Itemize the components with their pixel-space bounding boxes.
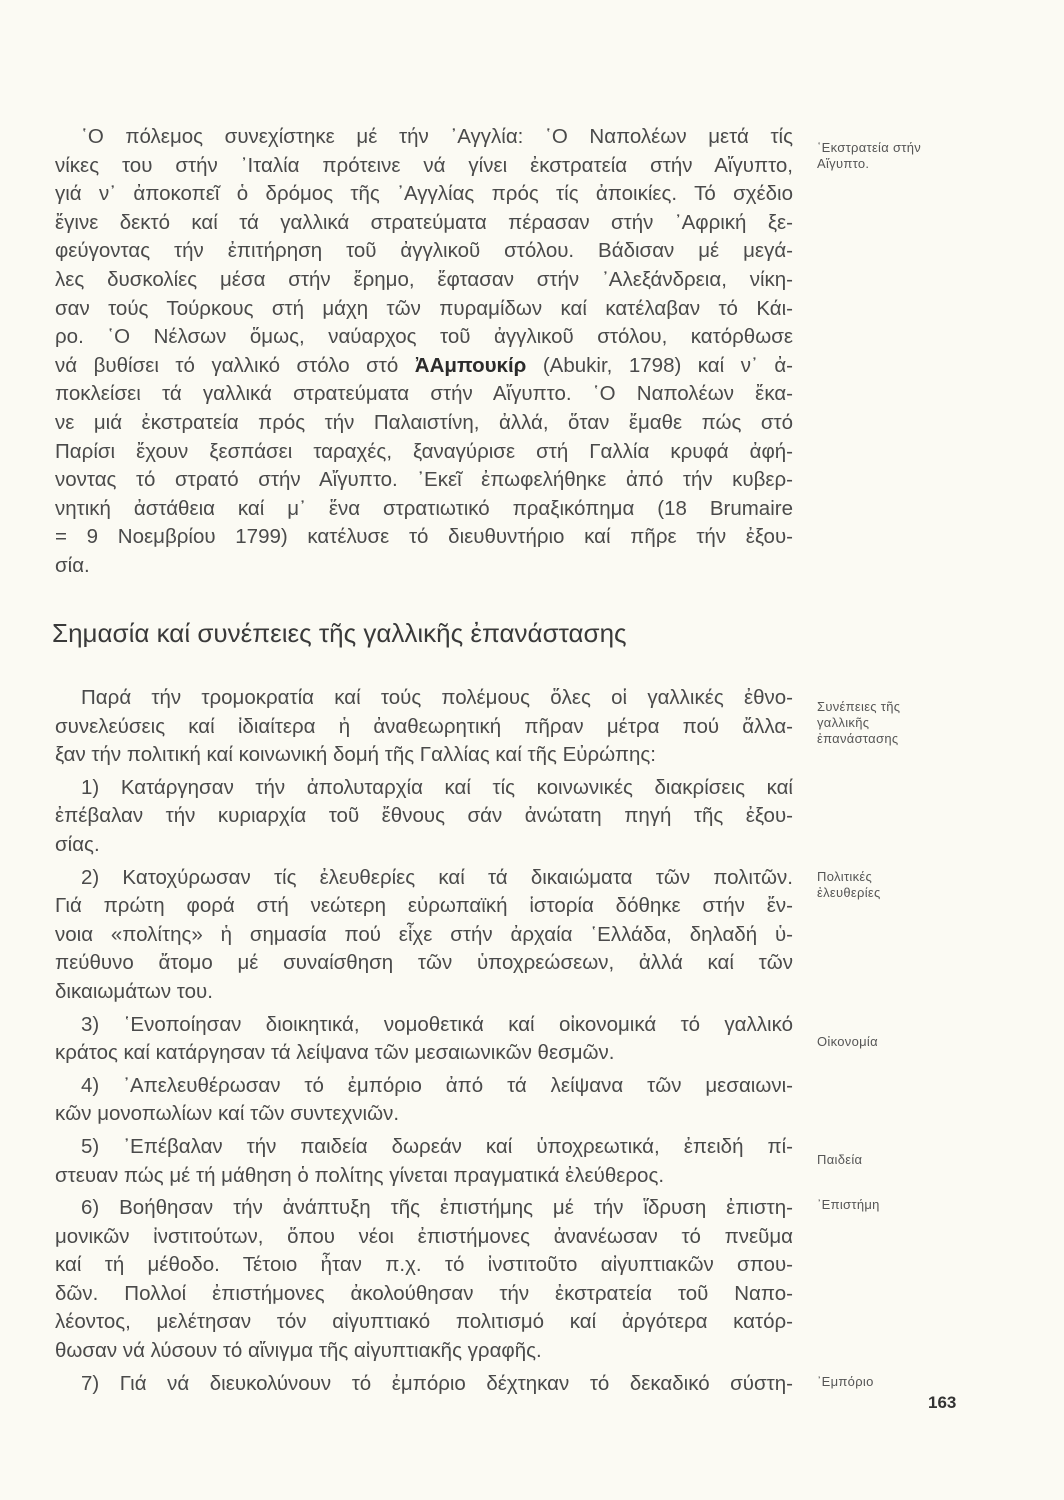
margin-note-consequences	[817, 699, 967, 747]
text-line: ἔγινε δεκτό καί τά γαλλικά στρατεύματα πέρασαν στήν ᾿Αφρική ξε-	[55, 210, 793, 234]
paragraph	[55, 684, 793, 770]
section-heading: Σημασία καί συνέπειες τῆς γαλλικῆς ἐπανάστασης	[52, 618, 627, 648]
paragraph	[55, 1011, 793, 1068]
text-line: πεύθυνο ἄτομο μέ συναίσθηση τῶν ὑποχρεώσεων, ἀλλά καί τῶν	[55, 951, 793, 975]
text-line	[55, 352, 793, 381]
text-line: Παρίσι ἔχουν ξεσπάσει ταραχές, ξαναγύρισε στή Γαλλία κρυφά ἀφή-	[55, 439, 793, 463]
text-line: = 9 Νοεμβρίου 1799) κατέλυσε τό διευθυντήριο καί πῆρε τήν ἐξου-	[55, 525, 793, 549]
margin-note-egypt-campaign	[817, 140, 967, 172]
text-line: κράτος καί κατάργησαν τά λείψανα τῶν μεσαιωνικῶν θεσμῶν.	[55, 1041, 615, 1065]
text-line: ποκλείσει τά γαλλικά στρατεύματα στήν Αἴγυπτο. ῾Ο Ναπολέων ἔκα-	[55, 382, 793, 406]
paragraph	[55, 1133, 793, 1190]
margin-note-line: ᾿Εμπόριο	[817, 1374, 874, 1389]
paragraph	[55, 1072, 793, 1129]
text-line: σαν τούς Τούρκους στή μάχη τῶν πυραμίδων καί κατέλαβαν τό Κάι-	[55, 296, 793, 320]
text-line: καί τή μέθοδο. Τέτοιο ἦταν π.χ. τό ἰνστιτοῦτο αἰγυπτιακῶν σπου-	[55, 1253, 793, 1277]
margin-note-political-freedoms	[817, 869, 967, 901]
page-number: 163	[928, 1393, 957, 1412]
text-line: λέοντος, μελέτησαν τόν αἰγυπτιακό πολιτισμό καί ἀργότερα κατόρ-	[55, 1310, 793, 1334]
margin-note-line: Αἴγυπτο.	[817, 156, 870, 171]
margin-note-line: Συνέπειες τῆς	[817, 699, 901, 714]
text-line: νε μιά ἐκστρατεία πρός τήν Παλαιστίνη, ἀλλά, ὅταν ἔμαθε πώς στό	[55, 410, 793, 434]
margin-note-science	[817, 1197, 967, 1213]
text-segment: (Abukir, 1798) καί ν᾿ ἀ-	[526, 353, 793, 377]
section-consequences	[55, 684, 793, 1402]
text-line: νοια «πολίτης» ἡ σημασία πού εἶχε στήν ἀρχαία ῾Ελλάδα, δηλαδή ὑ-	[55, 922, 793, 946]
text-line: 6) Βοήθησαν τήν ἀνάπτυξη τῆς ἐπιστήμης μέ τήν ἵδρυση ἐπιστη-	[81, 1196, 793, 1220]
text-line: Γιά πρώτη φορά στή νεώτερη εὐρωπαϊκή ἱστορία δόθηκε στήν ἔν-	[55, 894, 793, 918]
text-line: νίκες του στήν ᾿Ιταλία πρότεινε νά γίνει ἐκστρατεία στήν Αἴγυπτο,	[55, 153, 793, 177]
text-line: ἐπέβαλαν τήν κυριαρχία τοῦ ἔθνους σάν ἀνώτατη πηγή τῆς ἐξου-	[55, 804, 793, 828]
text-line: Παρά τήν τρομοκρατία καί τούς πολέμους ὅλες οἱ γαλλικές ἐθνο-	[81, 686, 793, 709]
text-line: 1) Κατάργησαν τήν ἀπολυταρχία καί τίς κοινωνικές διακρίσεις καί	[81, 775, 793, 799]
text-line: 5) ᾿Επέβαλαν τήν παιδεία δωρεάν καί ὑποχρεωτικά, ἐπειδή πί-	[81, 1134, 793, 1158]
text-line: σίας.	[55, 832, 100, 856]
margin-note-line: Οἰκονομία	[817, 1034, 878, 1049]
text-line: ῾Ο πόλεμος συνεχίστηκε μέ τήν ᾿Αγγλία: ῾Ο Ναπολέων μετά τίς	[81, 125, 793, 148]
margin-note-line: ἐλευθερίες	[817, 885, 881, 900]
text-line: δῶν. Πολλοί ἐπιστήμονες ἀκολούθησαν τήν ἐκστρατεία τοῦ Ναπο-	[55, 1281, 793, 1305]
margin-note-line: ῾Εκστρατεία στήν	[817, 140, 922, 155]
paragraph	[55, 864, 793, 1007]
paragraph	[55, 123, 793, 581]
text-line: μονικῶν ἰνστιτούτων, ὅπου νέοι ἐπιστήμονες ἀνανέωσαν τό πνεῦμα	[55, 1224, 793, 1248]
paragraph	[55, 1370, 793, 1399]
margin-note-line: γαλλικῆς	[817, 715, 870, 730]
text-line: ξαν τήν πολιτική καί κοινωνική δομή τῆς Γαλλίας καί τῆς Εὐρώπης:	[55, 743, 656, 767]
text-line: γιά ν᾿ ἀποκοπεῖ ὁ δρόμος τῆς ᾿Αγγλίας πρός τίς ἀποικίες. Τό σχέδιο	[55, 182, 793, 206]
margin-note-trade	[817, 1374, 967, 1390]
text-line: συνελεύσεις καί ἰδιαίτερα ἡ ἀναθεωρητική πῆραν μέτρα πού ἄλλα-	[55, 714, 793, 738]
margin-note-line: ᾿Επιστήμη	[817, 1197, 880, 1212]
text-line: κῶν μονοπωλίων καί τῶν συντεχνιῶν.	[55, 1102, 400, 1126]
text-line: δικαιωμάτων του.	[55, 979, 213, 1003]
margin-note-line: Πολιτικές	[817, 869, 873, 884]
text-line: φεύγοντας τήν ἐπιτήρηση τοῦ ἀγγλικοῦ στόλου. Βάδισαν μέ μεγά-	[55, 239, 793, 263]
text-line: λες δυσκολίες μέσα στήν ἔρημο, ἔφτασαν στήν ᾿Αλεξάνδρεια, νίκη-	[55, 267, 793, 291]
text-line: 4) ᾿Απελευθέρωσαν τό ἐμπόριο ἀπό τά λείψανα τῶν μεσαιωνι-	[81, 1073, 793, 1097]
text-line: νοντας τό στρατό στήν Αἴγυπτο. ᾿Εκεῖ ἐπωφελήθηκε ἀπό τήν κυβερ-	[55, 468, 793, 492]
text-line: 2) Κατοχύρωσαν τίς ἐλευθερίες καί τά δικαιώματα τῶν πολιτῶν.	[81, 865, 793, 889]
text-line: 3) ῾Ενοποίησαν διοικητικά, νομοθετικά καί οἰκονομικά τό γαλλικό	[81, 1012, 793, 1036]
paragraph	[55, 1194, 793, 1366]
text-line: σία.	[55, 553, 90, 577]
bold-term: ἈΑμπουκίρ	[414, 353, 527, 377]
text-line: 7) Γιά νά διευκολύνουν τό ἐμπόριο δέχτηκαν τό δεκαδικό σύστη-	[81, 1371, 793, 1395]
text-segment: νά βυθίσει τό γαλλικό στόλο στό	[55, 353, 415, 377]
section-egypt-campaign	[55, 123, 793, 585]
margin-note-line: Παιδεία	[817, 1152, 863, 1167]
margin-note-economy	[817, 1034, 967, 1050]
margin-note-education	[817, 1152, 967, 1168]
margin-note-line: ἐπανάστασης	[817, 731, 899, 746]
paragraph	[55, 774, 793, 860]
text-line: νητική ἀστάθεια καί μ᾿ ἕνα στρατιωτικό πραξικόπημα (18 Brumaire	[55, 496, 793, 520]
text-line: θωσαν νά λύσουν τό αἴνιγμα τῆς αἰγυπτιακῆς γραφῆς.	[55, 1339, 542, 1363]
text-line: ρο. ῾Ο Νέλσων ὅμως, ναύαρχος τοῦ ἀγγλικοῦ στόλου, κατόρθωσε	[55, 325, 793, 349]
text-line: στευαν πώς μέ τή μάθηση ὁ πολίτης γίνεται πραγματικά ἐλεύθερος.	[55, 1163, 665, 1187]
